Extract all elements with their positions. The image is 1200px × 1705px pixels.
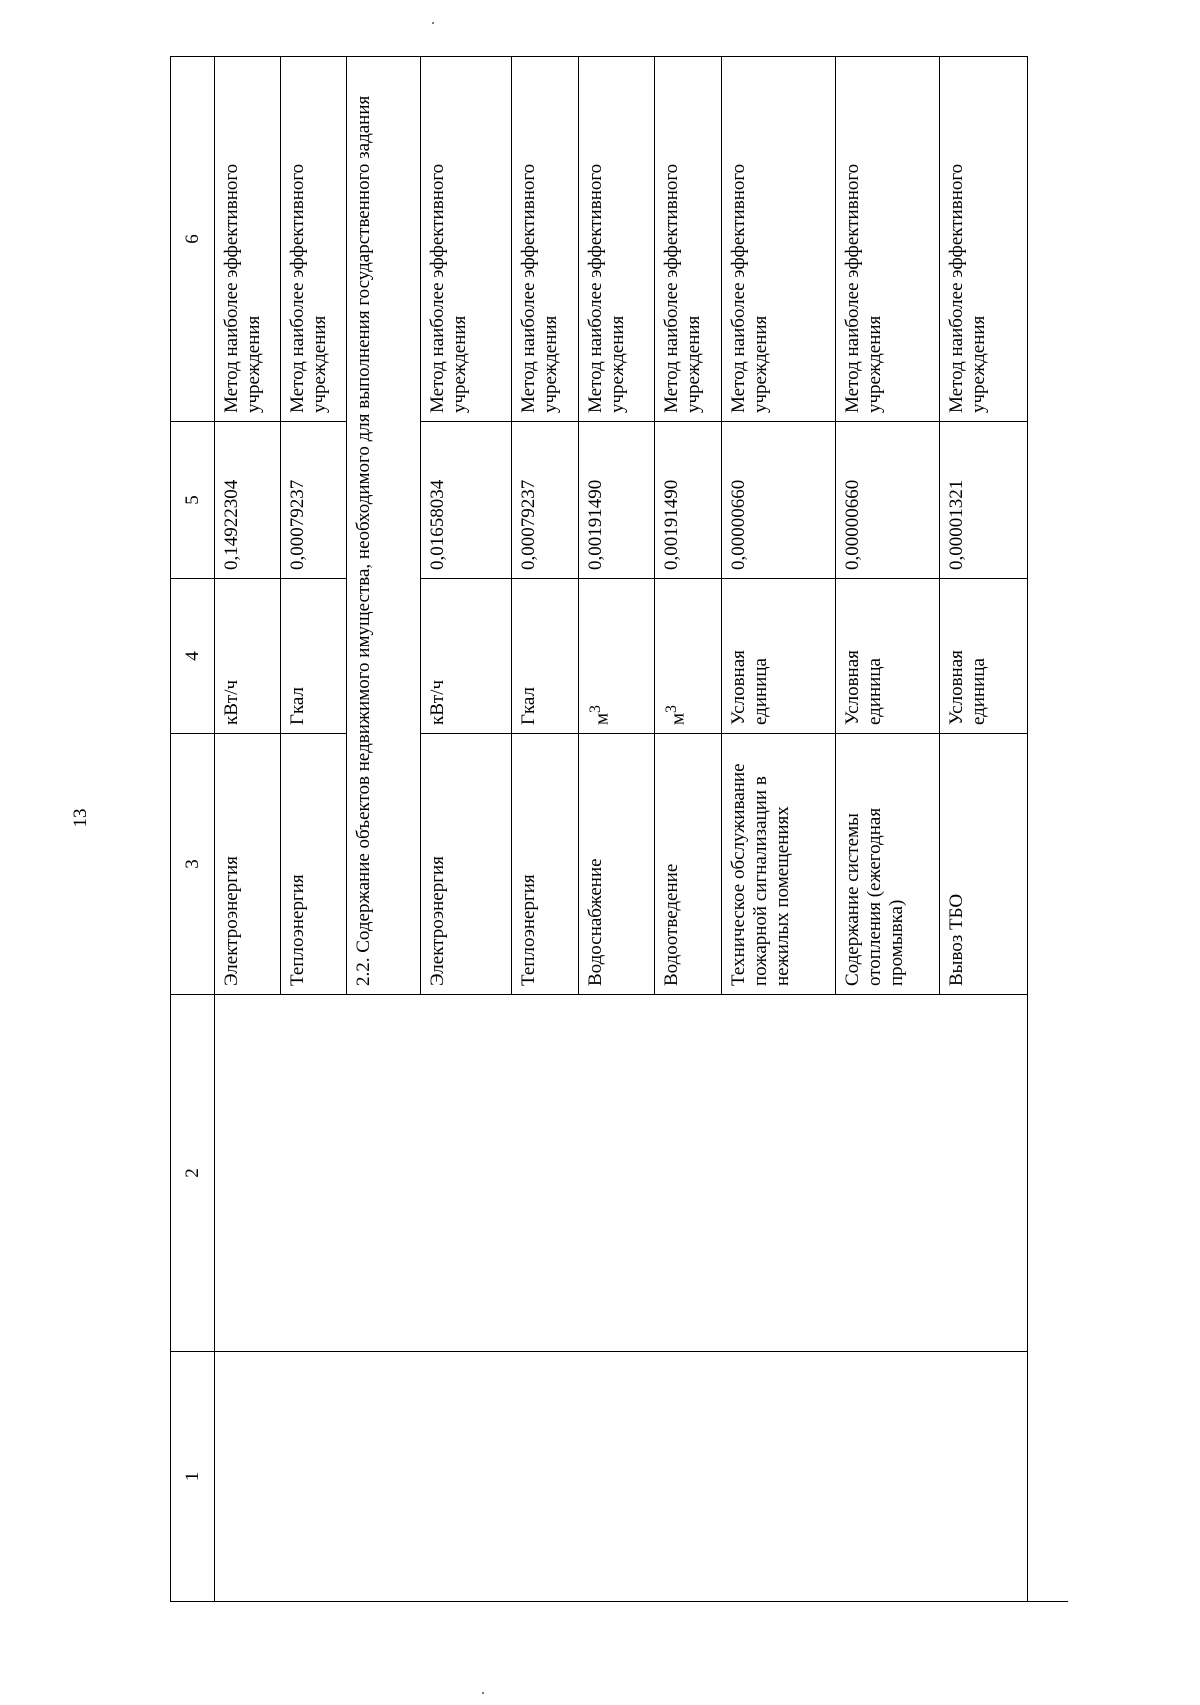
resource-value: 0,00000660 [721,422,835,579]
column-number-row [171,57,215,1602]
unit-superscript: 3 [662,705,680,713]
unit-base: м [590,712,612,725]
resource-unit: Условная единица [940,579,1028,734]
resource-unit: Условная единица [836,579,940,734]
resource-value: 0,00191490 [578,422,654,579]
calc-method: Метод наиболее эффективного учреждения [215,57,281,422]
resource-name: Электроэнергия [421,734,511,995]
resource-name: Теплоэнергия [281,734,347,995]
resource-unit: кВт/ч [421,579,511,734]
resource-value: 0,00191490 [654,422,721,579]
column-number: 5 [171,422,215,579]
resource-unit: Условная единица [721,579,835,734]
resource-value: 0,00001321 [940,422,1028,579]
resource-unit [578,579,654,734]
resource-value: 0,00079237 [511,422,578,579]
empty-cell-col2 [215,995,1028,1352]
resource-value: 0,01658034 [421,422,511,579]
resource-unit: Гкал [281,579,347,734]
resource-value: 0,14922304 [215,422,281,579]
unit-base: м [667,712,689,725]
resource-unit: кВт/ч [215,579,281,734]
column-number: 4 [171,579,215,734]
calc-method: Метод наиболее эффективного учреждения [721,57,835,422]
column-number: 6 [171,57,215,422]
resource-name: Электроэнергия [215,734,281,995]
rotated-table-container [170,57,1068,1602]
resource-name: Водоснабжение [578,734,654,995]
resource-name: Содержание системы отопления (ежегодная промывка) [836,734,940,995]
calc-method: Метод наиболее эффективного учреждения [421,57,511,422]
empty-cell-col1 [215,1352,1028,1602]
resource-name: Теплоэнергия [511,734,578,995]
calc-method: Метод наиболее эффективного учреждения [654,57,721,422]
resource-unit [654,579,721,734]
column-number: 3 [171,734,215,995]
calc-method: Метод наиболее эффективного учреждения [836,57,940,422]
table-row [215,57,281,1602]
calc-method: Метод наиболее эффективного учреждения [511,57,578,422]
resource-name: Вывоз ТБО [940,734,1028,995]
unit-superscript: 3 [586,705,604,713]
resource-value: 0,00000660 [836,422,940,579]
blank-tail-cell [1028,579,1068,1602]
calc-method: Метод наиболее эффективного учреждения [940,57,1028,422]
page-number: 13 [70,808,91,828]
resource-value: 0,00079237 [281,422,347,579]
resource-name: Техническое обслуживание пожарной сигнализации в нежилых помещениях [721,734,835,995]
section-heading: 2.2. Содержание объектов недвижимого имущества, необходимого для выполнения государственного задания [347,57,421,995]
calc-method: Метод наиболее эффективного учреждения [281,57,347,422]
calc-method: Метод наиболее эффективного учреждения [578,57,654,422]
resource-unit: Гкал [511,579,578,734]
table-row-blank [1028,57,1068,1602]
resource-name: Водоотведение [654,734,721,995]
norms-table [170,56,1068,1602]
column-number: 1 [171,1352,215,1602]
column-number: 2 [171,995,215,1352]
